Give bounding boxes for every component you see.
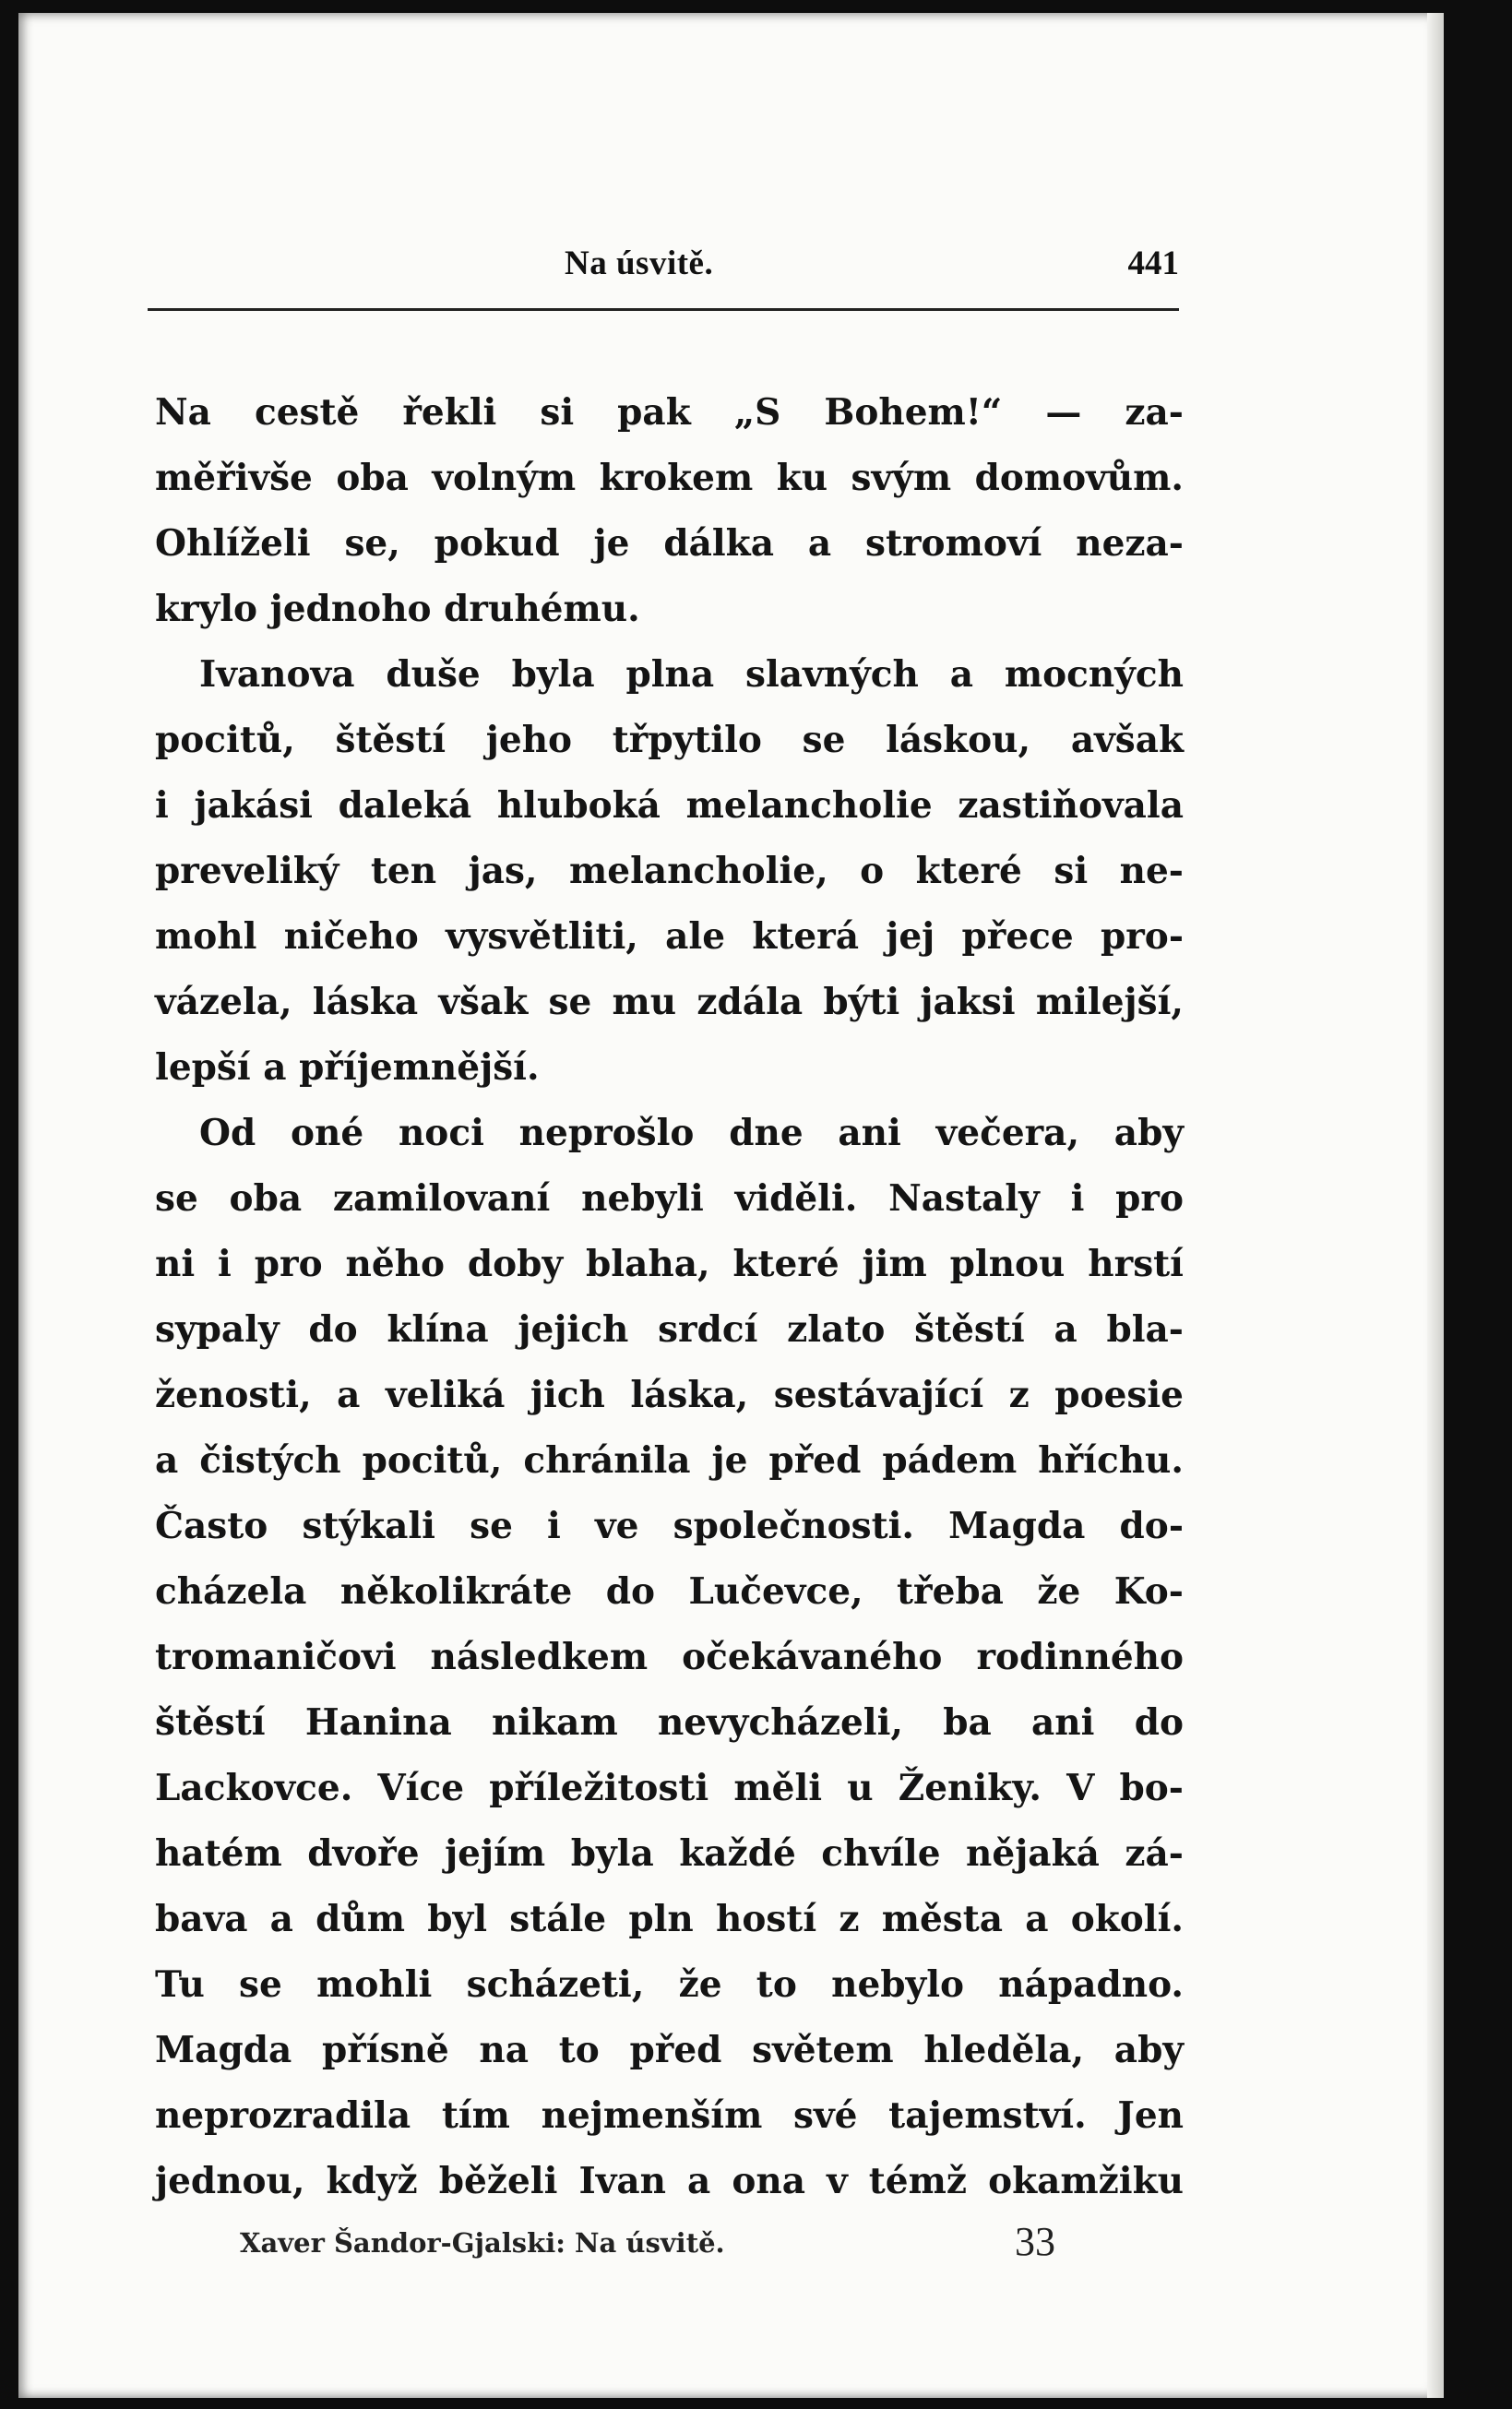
text-line: Na cestě řekli si pak „S Bohem!“ — za- <box>155 391 1184 434</box>
text-line: se oba zamilovaní nebyli viděli. Nastaly i pro <box>155 1177 1184 1220</box>
page-number: 441 <box>1127 244 1179 282</box>
text-line: preveliký ten jas, melancholie, o které si ne- <box>155 850 1184 892</box>
text-line: Často stýkali se i ve společnosti. Magda do- <box>155 1505 1184 1547</box>
text-line: Od oné noci neprošlo dne ani večera, aby <box>199 1112 1184 1154</box>
text-line: pocitů, štěstí jeho třpytilo se láskou, avšak <box>155 719 1184 761</box>
printer-signature: Xaver Šandor-Gjalski: Na úsvitě. <box>240 2227 725 2259</box>
text-line: ženosti, a veliká jich láska, sestávající z poesie <box>155 1374 1184 1416</box>
text-line: mohl ničeho vysvětliti, ale která jej přece pro- <box>155 915 1184 958</box>
text-line: neprozradila tím nejmenším své tajemství. Jen <box>155 2094 1184 2137</box>
text-line: bava a dům byl stále pln hostí z města a okolí. <box>155 1898 1184 1940</box>
text-line: krylo jednoho druhému. <box>155 588 640 630</box>
header-rule <box>148 308 1179 311</box>
text-line: hatém dvoře jejím byla každé chvíle nějaká zá- <box>155 1832 1184 1875</box>
text-line: cházela několikráte do Lučevce, třeba že Ko- <box>155 1570 1184 1613</box>
text-line: a čistých pocitů, chránila je před pádem hříchu. <box>155 1439 1184 1482</box>
text-line: Ohlíželi se, pokud je dálka a stromoví neza- <box>155 522 1184 565</box>
running-head-title: Na úsvitě. <box>565 244 714 282</box>
body-text <box>155 380 1184 2214</box>
sheet-number: 33 <box>1015 2219 1055 2264</box>
text-line: vázela, láska však se mu zdála býti jaksi milejší, <box>155 981 1184 1023</box>
text-line: tromaničovi následkem očekávaného rodinného <box>155 1636 1184 1678</box>
text-line: ni i pro něho doby blaha, které jim plnou hrstí <box>155 1243 1184 1285</box>
text-line: Magda přísně na to před světem hleděla, aby <box>155 2029 1184 2071</box>
running-head <box>148 244 1179 299</box>
page-edge-shadow <box>1427 13 1444 2398</box>
page-footer <box>240 2209 1070 2273</box>
book-page <box>18 13 1444 2398</box>
text-line: i jakási daleká hluboká melancholie zastiňovala <box>155 784 1184 827</box>
text-line: měřivše oba volným krokem ku svým domovům. <box>155 457 1184 499</box>
text-line: lepší a příjemnější. <box>155 1046 540 1089</box>
text-line: štěstí Hanina nikam nevycházeli, ba ani do <box>155 1701 1184 1744</box>
text-line: sypaly do klína jejich srdcí zlato štěstí a bla- <box>155 1308 1184 1351</box>
text-line: Lackovce. Více příležitosti měli u Ženiky. V bo- <box>155 1767 1184 1809</box>
text-line: Tu se mohli scházeti, že to nebylo nápadno. <box>155 1963 1184 2006</box>
text-line: jednou, když běželi Ivan a ona v témž okamžiku <box>155 2160 1184 2202</box>
text-line: Ivanova duše byla plna slavných a mocných <box>199 653 1184 696</box>
